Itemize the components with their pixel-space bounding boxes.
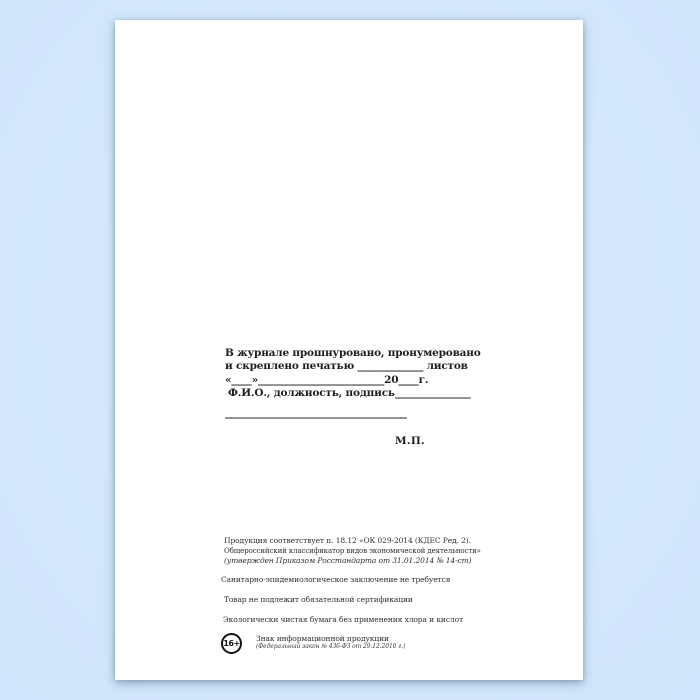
stamp-place-label: М.П.: [394, 435, 425, 448]
cert-line-sealed-sheets: и скреплено печатью _____________ листов: [225, 360, 468, 373]
certification-stamp-block: [225, 347, 481, 448]
info-sign-law-reference: (Федеральный закон № 436-ФЗ от 29.12.2010 г.): [256, 643, 406, 650]
signature-blank-line: _______________________________________: [225, 406, 407, 419]
eco-paper-note: Экологически чистая бумага без применения хлора и кислот: [223, 615, 464, 624]
age-rating-row: [221, 633, 481, 654]
sanitary-conclusion-note: Санитарно-эпидемиологическое заключение не требуется: [221, 575, 451, 584]
age-rating-16plus-icon: 16+: [221, 633, 242, 654]
cert-line-date-blank: «____»_________________________20____г.: [225, 373, 429, 386]
journal-back-page: [115, 20, 583, 680]
compliance-fine-print-block: [221, 536, 481, 654]
info-sign-caption: [256, 633, 405, 651]
cert-line-bound-numbered: В журнале прошнуровано, пронумеровано: [225, 347, 481, 359]
product-classification-line2: Общероссийский классификатор видов экономической деятельности»: [224, 547, 481, 555]
cert-line-name-position-signature: Ф.И.О., должность, подпись_______________: [228, 387, 471, 400]
product-classification-line3: (утвержден Приказом Росстандарта от 31.01.2014 № 14-ст): [224, 556, 472, 565]
certification-not-required-note: Товар не подлежит обязательной сертификации: [224, 595, 413, 604]
product-classification-note: [224, 536, 481, 566]
info-sign-title: Знак информационной продукции: [256, 634, 389, 643]
product-classification-line1: Продукция соответствует п. 18.12 «ОК 029-2014 (КДЕС Ред. 2).: [224, 536, 471, 545]
